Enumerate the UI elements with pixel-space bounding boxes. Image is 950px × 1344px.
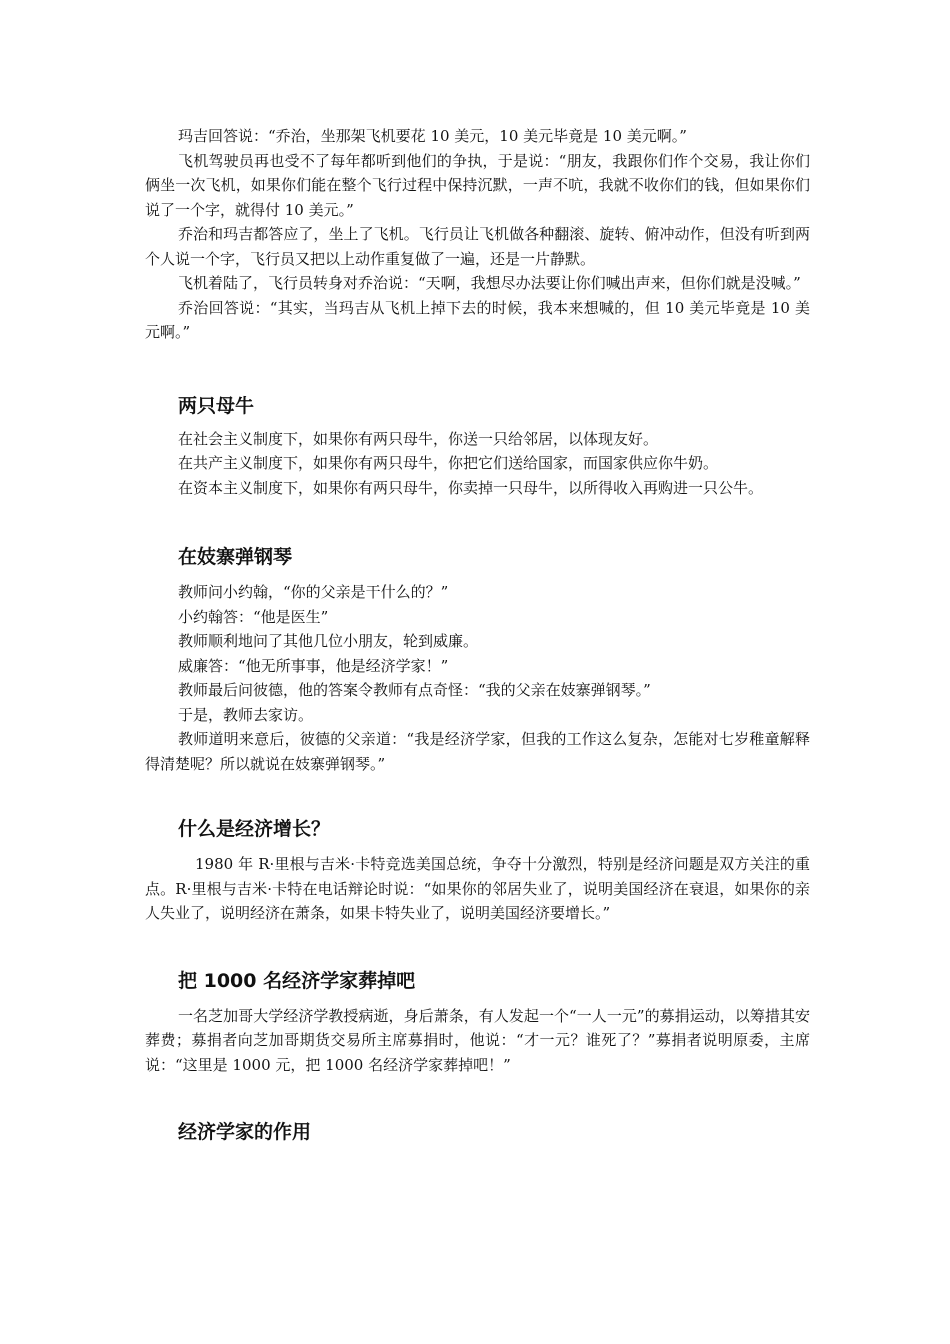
paragraph: 教师最后问彼德，他的答案令教师有点奇怪：“我的父亲在妓寨弹钢琴。” [178, 681, 651, 699]
paragraph: 威廉答：“他无所事事，他是经济学家！” [178, 656, 449, 675]
story-plane-ride [145, 124, 810, 345]
story-economist-role [145, 1117, 810, 1147]
paragraph: 在资本主义制度下，如果你有两只母牛，你卖掉一只母牛，以所得收入再购进一只公牛。 [178, 478, 764, 497]
story-bury-economists [145, 966, 810, 1078]
paragraph: 在共产主义制度下，如果你有两只母牛，你把它们送给国家，而国家供应你牛奶。 [178, 454, 719, 472]
section-heading: 把 1000 名经济学家葬掉吧 [178, 969, 416, 992]
paragraph: 1980 年 R·里根与吉米·卡特竞选美国总统，争夺十分激烈，特别是经济问题是双方关注的重点。R·里根与吉米·卡特在电话辩论时说：“如果你的邻居失业了，说明美国经济在衰退，如果你的亲人失业了，说明经济在萧条，如果卡特失业了，说明美国经济要增长。” [145, 855, 810, 922]
story-economic-growth [145, 814, 810, 926]
paragraph: 小约翰答：“他是医生” [178, 607, 329, 626]
paragraph: 教师问小约翰，“你的父亲是干什么的？” [178, 583, 449, 601]
story-piano [145, 542, 810, 776]
paragraph: 乔治回答说：“其实，当玛吉从飞机上掉下去的时候，我本来想喊的，但 10 美元毕竟是 10 美元啊。” [145, 298, 810, 341]
section-heading: 经济学家的作用 [178, 1121, 312, 1143]
story-two-cows [145, 391, 810, 501]
paragraph: 在社会主义制度下，如果你有两只母牛，你送一只给邻居，以体现友好。 [178, 429, 659, 448]
paragraph: 于是，教师去家访。 [178, 705, 314, 724]
section-heading: 在妓寨弹钢琴 [178, 546, 293, 568]
paragraph: 教师顺利地问了其他几位小朋友，轮到威廉。 [178, 632, 479, 650]
paragraph: 乔治和玛吉都答应了，坐上了飞机。飞行员让飞机做各种翻滚、旋转、俯冲动作，但没有听到两个人说一个字，飞行员又把以上动作重复做了一遍，还是一片静默。 [145, 225, 810, 268]
paragraph: 飞机驾驶员再也受不了每年都听到他们的争执，于是说：“朋友，我跟你们作个交易，我让你们俩坐一次飞机，如果你们能在整个飞行过程中保持沉默，一声不吭，我就不收你们的钱，但如果你们说了一个字，就得付 10 美元。” [145, 151, 810, 219]
paragraph: 玛吉回答说：“乔治，坐那架飞机要花 10 美元，10 美元毕竟是 10 美元啊。” [178, 127, 687, 145]
paragraph: 飞机着陆了，飞行员转身对乔治说：“天啊，我想尽办法要让你们喊出声来，但你们就是没喊。” [178, 274, 801, 292]
document-body [145, 124, 810, 1147]
paragraph: 一名芝加哥大学经济学教授病逝，身后萧条，有人发起一个“一人一元”的募捐运动，以筹措其安葬费；募捐者向芝加哥期货交易所主席募捐时，他说：“才一元？谁死了？”募捐者说明原委，主席说：“这里是 1000 元，把 1000 名经济学家葬掉吧！” [145, 1006, 810, 1074]
section-heading: 什么是经济增长？ [178, 818, 331, 840]
section-heading: 两只母牛 [178, 394, 255, 417]
paragraph: 教师道明来意后，彼德的父亲道：“我是经济学家，但我的工作这么复杂，怎能对七岁稚童解释得清楚呢？所以就说在妓寨弹钢琴。” [145, 730, 810, 773]
